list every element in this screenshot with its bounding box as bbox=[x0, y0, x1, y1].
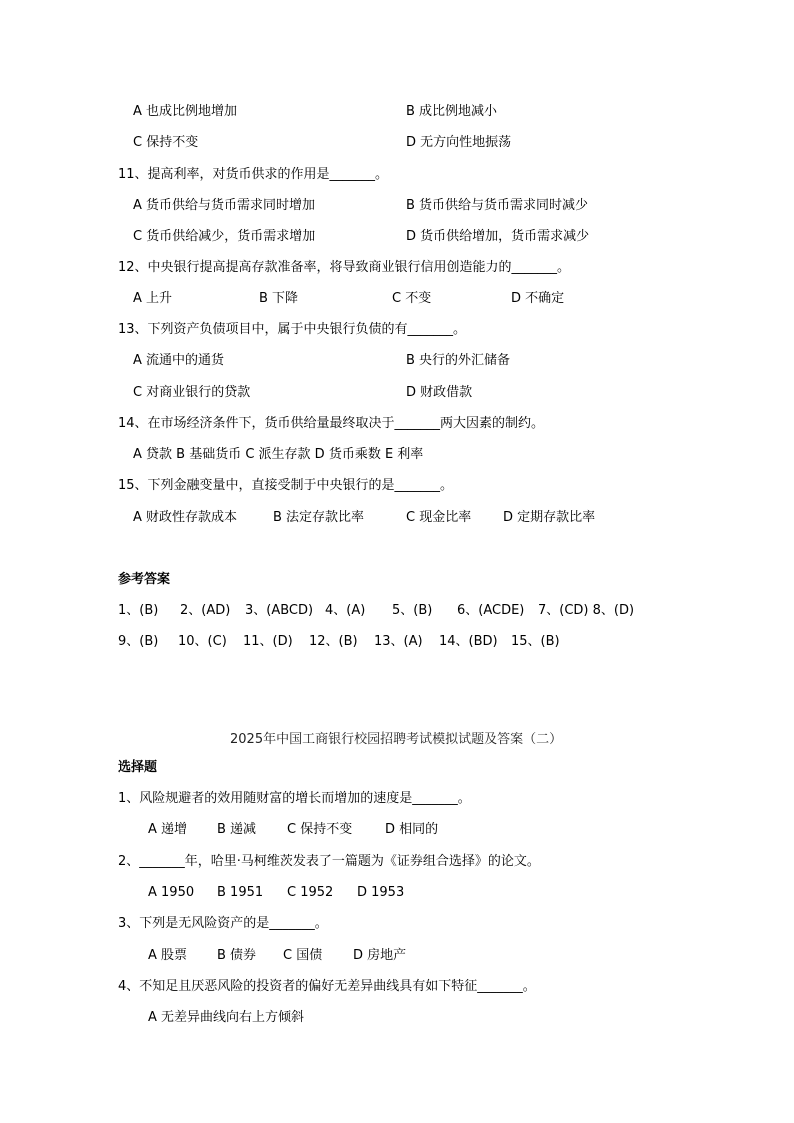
option: D 财政借款 bbox=[406, 385, 473, 400]
answer: 9、(B) bbox=[118, 634, 159, 649]
option: B 1951 bbox=[217, 885, 264, 900]
question: 1、风险规避者的效用随财富的增长而增加的速度是_______。 bbox=[118, 791, 471, 806]
answer: 10、(C) bbox=[178, 634, 227, 649]
option: C 货币供给减少，货币需求增加 bbox=[133, 229, 316, 244]
option: A 财政性存款成本 bbox=[133, 510, 238, 525]
option: B 下降 bbox=[259, 291, 299, 306]
answer: 2、(AD) bbox=[180, 603, 231, 618]
option: D 不确定 bbox=[511, 291, 565, 306]
option: B 法定存款比率 bbox=[273, 510, 365, 525]
option: A 上升 bbox=[133, 291, 173, 306]
option: B 货币供给与货币需求同时减少 bbox=[406, 198, 589, 213]
answer: 14、(BD) bbox=[439, 634, 498, 649]
option: B 递减 bbox=[217, 822, 257, 837]
option: B 央行的外汇储备 bbox=[406, 353, 511, 368]
option: B 债券 bbox=[217, 948, 257, 963]
option-line: A 贷款 B 基础货币 C 派生存款 D 货币乘数 E 利率 bbox=[133, 447, 424, 462]
option: D 1953 bbox=[357, 885, 405, 900]
answer: 12、(B) bbox=[309, 634, 358, 649]
option: A 股票 bbox=[148, 948, 188, 963]
answer: 4、(A) bbox=[325, 603, 366, 618]
option: C 保持不变 bbox=[133, 135, 199, 150]
page-title: 2025年中国工商银行校园招聘考试模拟试题及答案（二） bbox=[230, 732, 563, 747]
answer: 6、(ACDE) bbox=[457, 603, 525, 618]
option: A 无差异曲线向右上方倾斜 bbox=[148, 1010, 305, 1025]
option: A 也成比例地增加 bbox=[133, 104, 238, 119]
answer: 1、(B) bbox=[118, 603, 159, 618]
section-heading: 选择题 bbox=[118, 760, 158, 775]
option: A 递增 bbox=[148, 822, 188, 837]
option: A 1950 bbox=[148, 885, 195, 900]
question: 2、_______年，哈里·马柯维茨发表了一篇题为《证券组合选择》的论文。 bbox=[118, 854, 540, 869]
option: D 无方向性地振荡 bbox=[406, 135, 512, 150]
answer: 5、(B) bbox=[392, 603, 433, 618]
option: C 1952 bbox=[287, 885, 334, 900]
option: C 现金比率 bbox=[406, 510, 472, 525]
option: D 定期存款比率 bbox=[503, 510, 596, 525]
option: D 房地产 bbox=[353, 948, 407, 963]
option: D 相同的 bbox=[385, 822, 439, 837]
question: 13、下列资产负债项目中，属于中央银行负债的有_______。 bbox=[118, 322, 467, 337]
option: C 对商业银行的贷款 bbox=[133, 385, 251, 400]
answer: 15、(B) bbox=[511, 634, 560, 649]
option: A 流通中的通货 bbox=[133, 353, 225, 368]
option: B 成比例地减小 bbox=[406, 104, 498, 119]
answer: 7、(CD) 8、(D) bbox=[538, 603, 635, 618]
option: A 货币供给与货币需求同时增加 bbox=[133, 198, 316, 213]
answer: 3、(ABCD) bbox=[245, 603, 314, 618]
question: 15、下列金融变量中，直接受制于中央银行的是_______。 bbox=[118, 478, 454, 493]
question: 14、在市场经济条件下，货币供给量最终取决于_______两大因素的制约。 bbox=[118, 416, 545, 431]
option: C 不变 bbox=[392, 291, 432, 306]
question: 4、不知足且厌恶风险的投资者的偏好无差异曲线具有如下特征_______。 bbox=[118, 979, 536, 994]
answers-heading: 参考答案 bbox=[118, 572, 171, 587]
option: D 货币供给增加，货币需求减少 bbox=[406, 229, 590, 244]
option: C 保持不变 bbox=[287, 822, 353, 837]
answer: 13、(A) bbox=[374, 634, 423, 649]
answer: 11、(D) bbox=[243, 634, 293, 649]
question: 3、下列是无风险资产的是_______。 bbox=[118, 916, 328, 931]
option: C 国债 bbox=[283, 948, 323, 963]
question: 11、提高利率，对货币供求的作用是_______。 bbox=[118, 167, 389, 182]
question: 12、中央银行提高提高存款准备率，将导致商业银行信用创造能力的_______。 bbox=[118, 260, 571, 275]
